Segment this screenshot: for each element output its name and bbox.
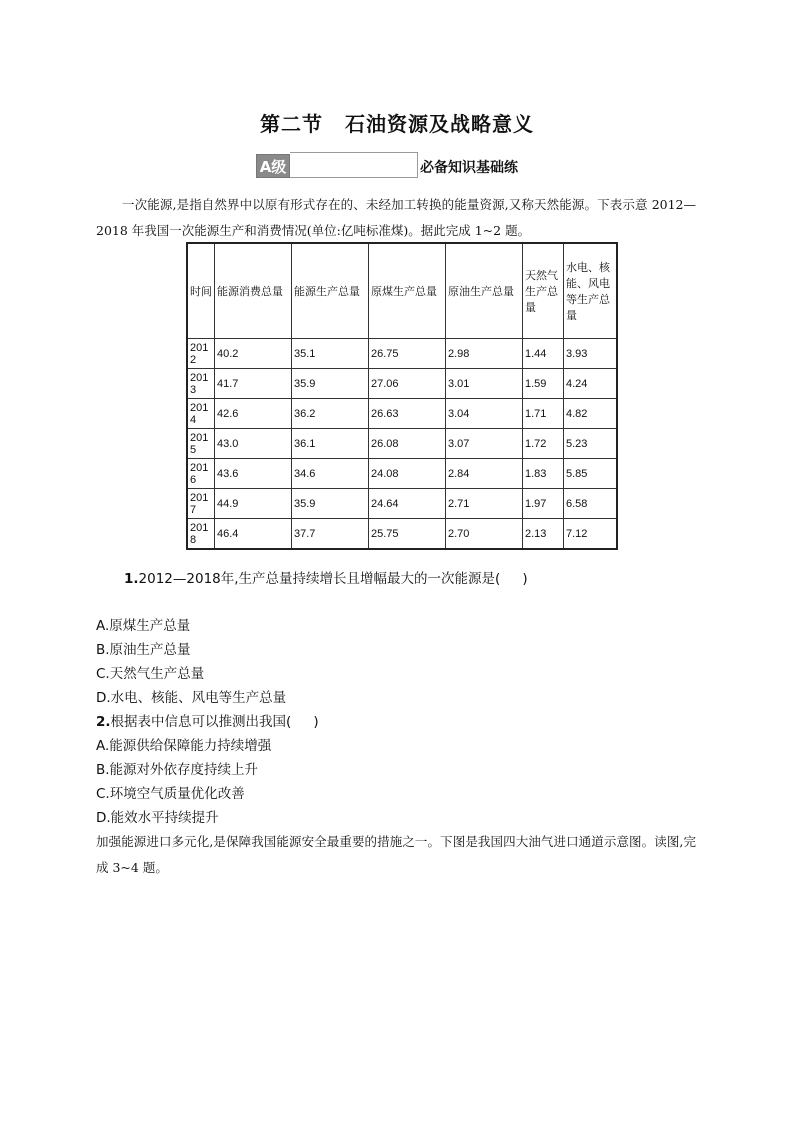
table-cell: 26.63 bbox=[369, 399, 446, 429]
question-1-text: 2012—2018年,生产总量持续增长且增幅最大的一次能源是( bbox=[138, 571, 501, 587]
table-row bbox=[187, 519, 617, 550]
intro-paragraph-2: 加强能源进口多元化,是保障我国能源安全最重要的措施之一。下图是我国四大油气进口通道示意图。读图,完成 3~4 题。 bbox=[96, 834, 696, 875]
table-cell: 5.85 bbox=[564, 459, 618, 489]
question-2-close: ) bbox=[313, 714, 319, 730]
table-cell: 5.23 bbox=[564, 429, 618, 459]
table-cell: 24.08 bbox=[369, 459, 446, 489]
table-cell: 1.71 bbox=[523, 399, 564, 429]
table-cell: 3.01 bbox=[446, 369, 523, 399]
table-cell-year: 2015 bbox=[187, 429, 215, 459]
table-cell-year: 2012 bbox=[187, 339, 215, 369]
table-cell: 1.44 bbox=[523, 339, 564, 369]
table-row bbox=[187, 429, 617, 459]
table-header-row bbox=[187, 243, 617, 339]
intro-paragraph-1: 一次能源,是指自然界中以原有形式存在的、未经加工转换的能量资源,又称天然能源。下表示意 2012—2018 年我国一次能源生产和消费情况(单位:亿吨标准煤)。据此完成 1~2 题。 bbox=[96, 197, 696, 238]
question-2-option-d: D.能效水平持续提升 bbox=[96, 810, 219, 826]
question-2-text: 根据表中信息可以推测出我国( bbox=[110, 714, 292, 730]
table-cell: 4.24 bbox=[564, 369, 618, 399]
table-cell: 7.12 bbox=[564, 519, 618, 550]
table-cell-year: 2017 bbox=[187, 489, 215, 519]
table-header: 能源消费总量 bbox=[215, 243, 292, 339]
question-1-close: ) bbox=[522, 571, 528, 587]
table-cell: 26.08 bbox=[369, 429, 446, 459]
table-cell: 36.1 bbox=[292, 429, 369, 459]
question-1-option-d: D.水电、核能、风电等生产总量 bbox=[96, 690, 287, 706]
table-cell: 44.9 bbox=[215, 489, 292, 519]
question-2-option-c: C.环境空气质量优化改善 bbox=[96, 786, 245, 802]
table-cell: 42.6 bbox=[215, 399, 292, 429]
table-cell: 2.13 bbox=[523, 519, 564, 550]
table-cell: 6.58 bbox=[564, 489, 618, 519]
table-row bbox=[187, 489, 617, 519]
table-row bbox=[187, 339, 617, 369]
table-cell: 36.2 bbox=[292, 399, 369, 429]
table-row bbox=[187, 459, 617, 489]
question-1-option-c: C.天然气生产总量 bbox=[96, 666, 205, 682]
question-2-option-b: B.能源对外依存度持续上升 bbox=[96, 762, 259, 778]
question-2-option-a: A.能源供给保障能力持续增强 bbox=[96, 738, 272, 754]
table-cell: 35.9 bbox=[292, 369, 369, 399]
section-name: 石油资源及战略意义 bbox=[345, 112, 534, 136]
table-cell-year: 2013 bbox=[187, 369, 215, 399]
table-row bbox=[187, 369, 617, 399]
table-cell: 4.82 bbox=[564, 399, 618, 429]
question-1-option-a: A.原煤生产总量 bbox=[96, 618, 191, 634]
table-cell: 1.83 bbox=[523, 459, 564, 489]
section-number: 第二节 bbox=[260, 112, 323, 136]
section-title bbox=[0, 108, 794, 137]
table-row bbox=[187, 399, 617, 429]
table-cell: 2.84 bbox=[446, 459, 523, 489]
table-cell: 3.04 bbox=[446, 399, 523, 429]
table-cell: 43.0 bbox=[215, 429, 292, 459]
question-2-number: 2. bbox=[96, 714, 111, 730]
table-header: 天然气生产总量 bbox=[523, 243, 564, 339]
table-cell: 37.7 bbox=[292, 519, 369, 550]
table-header: 原油生产总量 bbox=[446, 243, 523, 339]
table-header: 时间 bbox=[187, 243, 215, 339]
level-badge: A级 bbox=[256, 154, 290, 178]
table-cell-year: 2018 bbox=[187, 519, 215, 550]
question-1-option-b: B.原油生产总量 bbox=[96, 642, 191, 658]
table-cell: 24.64 bbox=[369, 489, 446, 519]
table-header: 能源生产总量 bbox=[292, 243, 369, 339]
table-cell-year: 2014 bbox=[187, 399, 215, 429]
table-cell: 35.9 bbox=[292, 489, 369, 519]
question-1-stem bbox=[124, 567, 528, 591]
table-header: 水电、核能、风电等生产总量 bbox=[564, 243, 618, 339]
question-2-stem bbox=[96, 710, 319, 734]
table-cell: 25.75 bbox=[369, 519, 446, 550]
table-cell: 35.1 bbox=[292, 339, 369, 369]
table-cell: 2.98 bbox=[446, 339, 523, 369]
table-cell: 3.93 bbox=[564, 339, 618, 369]
table-header: 原煤生产总量 bbox=[369, 243, 446, 339]
table-cell: 40.2 bbox=[215, 339, 292, 369]
energy-table bbox=[186, 242, 618, 550]
table-cell: 43.6 bbox=[215, 459, 292, 489]
table-cell: 34.6 bbox=[292, 459, 369, 489]
table-cell-year: 2016 bbox=[187, 459, 215, 489]
table-cell: 1.97 bbox=[523, 489, 564, 519]
table-cell: 26.75 bbox=[369, 339, 446, 369]
table-cell: 41.7 bbox=[215, 369, 292, 399]
table-cell: 1.72 bbox=[523, 429, 564, 459]
question-1-number: 1. bbox=[124, 571, 139, 587]
table-cell: 2.71 bbox=[446, 489, 523, 519]
table-cell: 46.4 bbox=[215, 519, 292, 550]
table-cell: 3.07 bbox=[446, 429, 523, 459]
level-blank-box bbox=[290, 152, 418, 178]
table-cell: 2.70 bbox=[446, 519, 523, 550]
level-label: 必备知识基础练 bbox=[420, 160, 518, 176]
table-cell: 1.59 bbox=[523, 369, 564, 399]
level-banner bbox=[256, 152, 518, 178]
table-cell: 27.06 bbox=[369, 369, 446, 399]
